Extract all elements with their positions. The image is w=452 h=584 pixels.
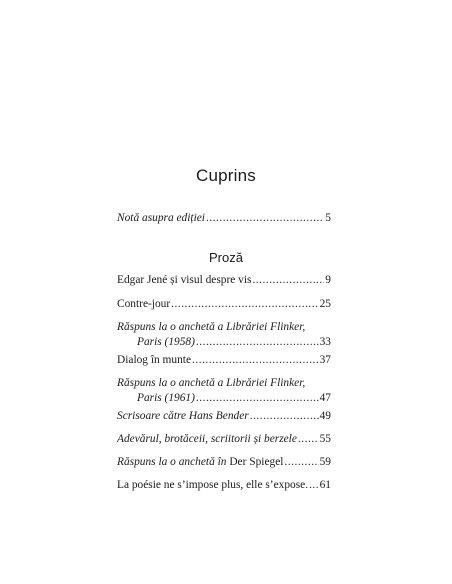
toc-entry-text-part: Paris (1958) xyxy=(137,336,195,348)
toc-entry-text-part: Scrisoare către Hans Bender xyxy=(117,410,249,422)
dot-leader xyxy=(284,455,318,470)
toc-entry-text-part: Dialog în munte xyxy=(117,354,192,366)
toc-entry-line xyxy=(117,391,331,406)
toc-entry-text xyxy=(117,211,205,226)
toc-entry[interactable] xyxy=(117,353,331,368)
dot-leader xyxy=(252,273,324,288)
toc-page-number: 55 xyxy=(319,433,331,445)
toc-page-number: 37 xyxy=(319,354,331,366)
toc-page-number: 5 xyxy=(325,212,331,224)
toc-entry-text xyxy=(117,478,308,493)
toc-entry[interactable] xyxy=(117,273,331,288)
dot-leader xyxy=(298,432,319,447)
section-title: Proză xyxy=(209,250,243,265)
toc-entry[interactable] xyxy=(117,376,331,406)
toc-entry[interactable] xyxy=(117,455,331,470)
toc-entry[interactable] xyxy=(117,432,331,447)
toc-entry-line xyxy=(117,478,331,493)
dot-leader xyxy=(196,391,319,406)
toc-entry-line xyxy=(117,432,331,447)
toc-entry-text-part: Contre-jour xyxy=(117,298,171,310)
toc-entry[interactable] xyxy=(117,409,331,424)
toc-entry-text xyxy=(117,353,191,368)
toc-page-number: 49 xyxy=(319,410,331,422)
toc-entry[interactable] xyxy=(117,297,331,312)
toc-entry-text xyxy=(137,335,195,350)
toc-entry-line xyxy=(117,211,331,226)
toc-page-number: 47 xyxy=(319,392,331,404)
toc-entry-text-part: Răspuns la o anchetă a Librăriei Flinker, xyxy=(117,377,306,389)
toc-entry-text-part: Notă asupra ediției xyxy=(117,212,205,224)
toc-entry-text xyxy=(117,376,305,391)
toc-entry-text xyxy=(117,273,251,288)
toc-page-number: 33 xyxy=(319,336,331,348)
dot-leader xyxy=(309,478,319,493)
dot-leader xyxy=(206,211,324,226)
toc-entry-line xyxy=(117,297,331,312)
toc-entry-text xyxy=(117,409,249,424)
toc-entry[interactable] xyxy=(117,320,331,350)
toc-entry-text xyxy=(137,391,195,406)
toc-page-number: 9 xyxy=(325,274,331,286)
toc-entry-line xyxy=(117,376,331,391)
toc-entry-line xyxy=(117,320,331,335)
toc-entry-text-part: Edgar Jené și visul despre vis xyxy=(117,274,252,286)
toc-entry-text-part: Adevărul, brotăceii, scriitorii și berzele xyxy=(117,433,297,445)
toc-entry-text-part: Răspuns la o anchetă în xyxy=(117,456,230,468)
dot-leader xyxy=(196,335,319,350)
toc-page-number: 25 xyxy=(319,298,331,310)
toc-entry-line xyxy=(117,353,331,368)
toc-entry-line xyxy=(117,273,331,288)
toc-entry-text xyxy=(117,432,297,447)
toc-entry-preface[interactable] xyxy=(117,211,331,226)
dot-leader xyxy=(192,353,319,368)
toc-entry-text-part: La poésie ne s’impose plus, elle s’expose. xyxy=(117,479,309,491)
toc-entry[interactable] xyxy=(117,478,331,493)
toc-entry-text-part: Der Spiegel xyxy=(229,456,284,468)
toc-entry-line xyxy=(117,455,331,470)
dot-leader xyxy=(250,409,319,424)
toc-entry-text xyxy=(117,455,283,470)
toc-entry-text xyxy=(117,297,170,312)
toc-entry-text-part: Paris (1961) xyxy=(137,392,195,404)
toc-entry-line xyxy=(117,335,331,350)
toc-entry-text xyxy=(117,320,305,335)
toc-entry-line xyxy=(117,409,331,424)
dot-leader xyxy=(171,297,318,312)
toc-page-number: 59 xyxy=(319,456,331,468)
toc-entry-text-part: Răspuns la o anchetă a Librăriei Flinker, xyxy=(117,321,306,333)
toc-title: Cuprins xyxy=(196,166,256,185)
toc-page-number: 61 xyxy=(319,479,331,491)
